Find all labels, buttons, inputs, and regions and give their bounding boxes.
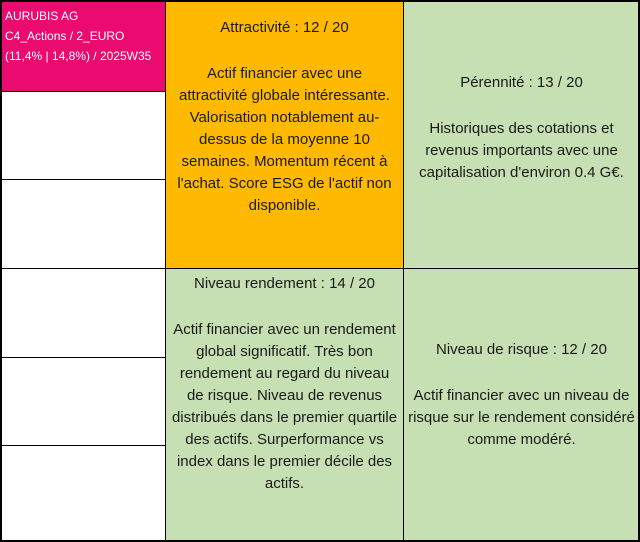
perennite-text: Historiques des cotations et revenus importants avec une capitalisation d'environ 0.4 G€. bbox=[419, 120, 624, 181]
perennite-panel bbox=[403, 0, 640, 269]
asset-identity-cell bbox=[0, 0, 166, 92]
asset-category: C4_Actions / 2_EURO bbox=[5, 29, 125, 43]
attractivite-title: Attractivité : 12 / 20 bbox=[220, 19, 349, 36]
attractivite-panel bbox=[165, 0, 404, 269]
attractivite-text: Actif financier avec une attractivité globale intéressante. Valorisation notablement au-dessus de la moyenne 10 semaines. Momentum récent à l'achat. Score ESG de l'actif non disponible. bbox=[177, 65, 392, 214]
rendement-panel bbox=[165, 268, 404, 542]
perennite-title: Pérennité : 13 / 20 bbox=[460, 74, 583, 91]
rendement-title: Niveau rendement : 14 / 20 bbox=[194, 275, 375, 292]
risque-title: Niveau de risque : 12 / 20 bbox=[436, 341, 607, 358]
risque-text: Actif financier avec un niveau de risque sur le rendement considéré comme modéré. bbox=[408, 387, 635, 448]
rendement-text: Actif financier avec un rendement global significatif. Très bon rendement au regard du niveau de risque. Niveau de revenus distribués dans le premier quartile des actifs. Surperformance vs index dans le premier décile des actifs. bbox=[171, 321, 398, 492]
empty-cell bbox=[0, 357, 166, 446]
asset-name: AURUBIS AG bbox=[5, 9, 79, 23]
empty-cell bbox=[0, 268, 166, 358]
risque-panel bbox=[403, 268, 640, 542]
empty-cell bbox=[0, 445, 166, 542]
asset-performance: (11,4% | 14,8%) / 2025W35 bbox=[5, 49, 152, 63]
empty-cell bbox=[0, 91, 166, 180]
empty-cell bbox=[0, 179, 166, 269]
